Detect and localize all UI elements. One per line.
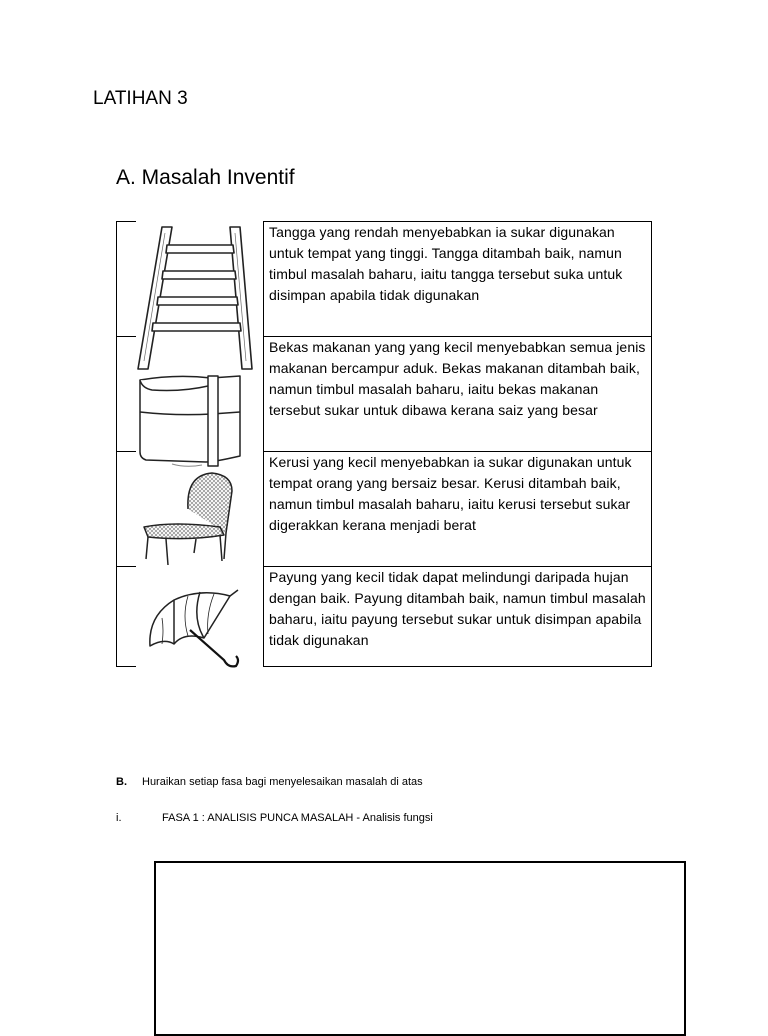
table-border	[116, 666, 136, 667]
table-row	[116, 336, 652, 451]
problem-description: Bekas makanan yang yang kecil menyebabkan semua jenis makanan bercampur aduk. Bekas makanan ditambah baik, namun timbul masalah baharu, iaitu bekas makanan tersebut sukar untuk dibawa kerana saiz yang besar	[269, 339, 646, 418]
problem-description: Payung yang kecil tidak dapat melindungi daripada hujan dengan baik. Payung ditambah baik, namun timbul masalah baharu, iaitu payung tersebut sukar untuk disimpan apabila tidak digunakan	[269, 569, 646, 648]
answer-box[interactable]	[154, 861, 686, 1036]
section-b-instruction	[116, 776, 423, 788]
page-title: LATIHAN 3	[93, 88, 188, 109]
problem-table	[116, 221, 652, 667]
table-row	[116, 566, 652, 666]
problem-description: Tangga yang rendah menyebabkan ia sukar digunakan untuk tempat yang tinggi. Tangga ditambah baik, namun timbul masalah baharu, iaitu tangga tersebut suka untuk disimpan apabila tidak digunakan	[269, 224, 623, 303]
phase-1-text: FASA 1 : ANALISIS PUNCA MASALAH - Analisis fungsi	[162, 812, 433, 824]
phase-1-label: i.	[116, 812, 122, 824]
chair-icon	[136, 467, 242, 569]
section-a-heading: A. Masalah Inventif	[116, 166, 295, 189]
phase-1-heading	[116, 812, 433, 824]
table-border	[263, 666, 652, 667]
table-row	[116, 451, 652, 566]
problem-description: Kerusi yang kecil menyebabkan ia sukar digunakan untuk tempat orang yang bersaiz besar. Kerusi ditambah baik, namun timbul masalah baharu, iaitu kerusi tersebut sukar digerakkan kerana menjadi berat	[269, 454, 632, 533]
umbrella-icon	[144, 586, 240, 676]
section-b-text: Huraikan setiap fasa bagi menyelesaikan masalah di atas	[142, 776, 423, 788]
table-row	[116, 221, 652, 336]
section-b-label: B.	[116, 776, 127, 788]
